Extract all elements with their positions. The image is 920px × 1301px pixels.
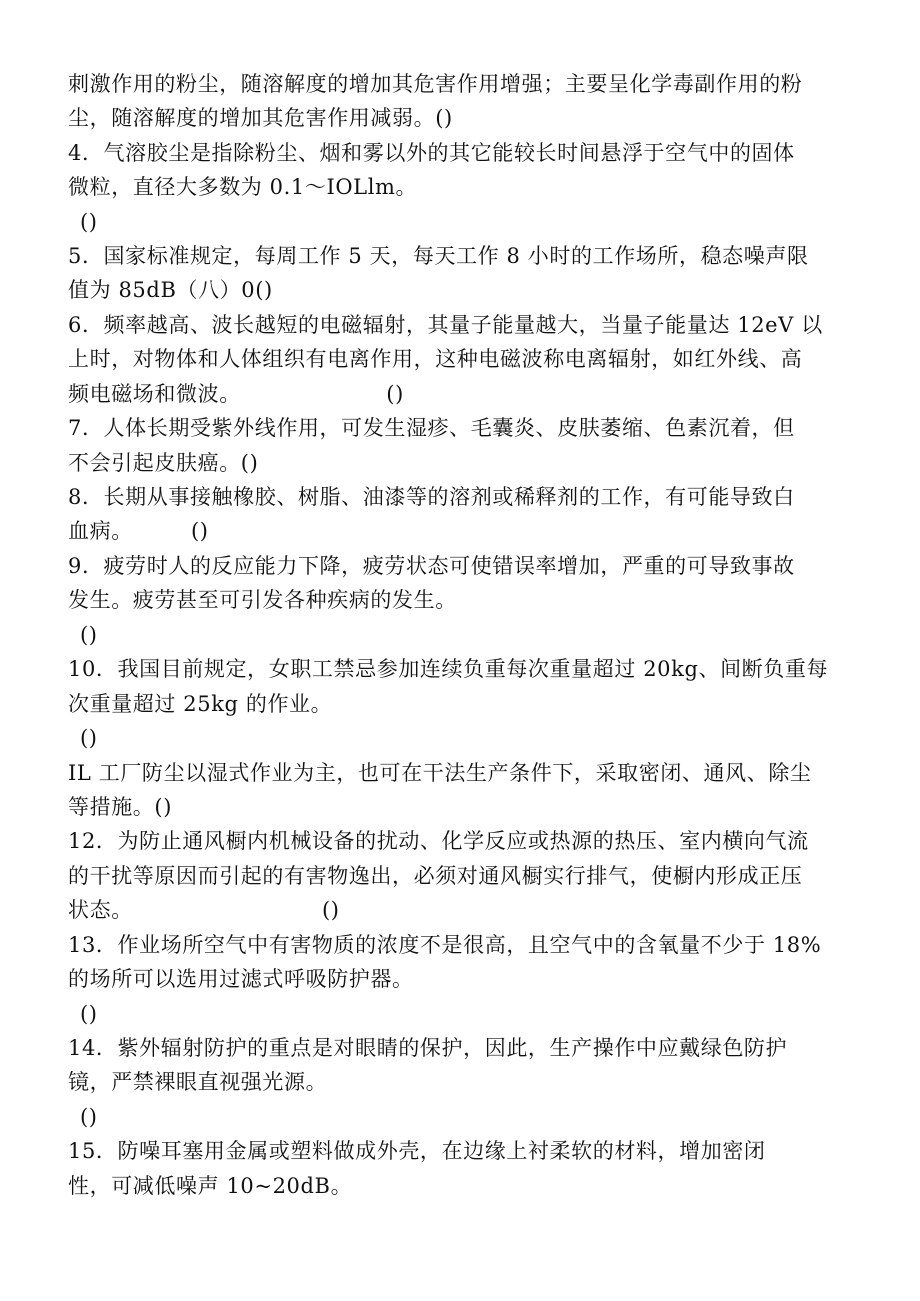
answer-blank: () (80, 1002, 98, 1026)
text-line: 发生。疲劳甚至可引发各种疾病的发生。 (68, 588, 457, 612)
text-line: 性，可减低噪声 10~20dB。 (68, 1174, 353, 1198)
text-line: 12．为防止通风橱内机械设备的扰动、化学反应或热源的热压、室内横向气流 (68, 829, 809, 853)
text-line: 14．紫外辐射防护的重点是对眼睛的保护，因此，生产操作中应戴绿色防护 (68, 1036, 788, 1060)
text-line: 等措施。() (68, 795, 172, 819)
text-line: 状态。 () (68, 898, 340, 922)
text-line: 值为 85dB（八）0() (68, 278, 273, 302)
text-line: IL 工厂防尘以湿式作业为主，也可在干法生产条件下，采取密闭、通风、除尘 (68, 761, 812, 785)
text-line: 上时，对物体和人体组织有电离作用，这种电磁波称电离辐射，如红外线、高 (68, 347, 803, 371)
text-line: 微粒，直径大多数为 0.1～IOLlm。 (68, 175, 418, 199)
text-line: 15．防噪耳塞用金属或塑料做成外壳，在边缘上衬柔软的材料，增加密闭 (68, 1139, 766, 1163)
text-line: 7．人体长期受紫外线作用，可发生湿疹、毛囊炎、皮肤萎缩、色素沉着，但 (68, 416, 795, 440)
text-line: 尘，随溶解度的增加其危害作用减弱。() (68, 106, 453, 130)
text-line: 镜，严禁裸眼直视强光源。 (68, 1070, 328, 1094)
text-line: 刺激作用的粉尘，随溶解度的增加其危害作用增强；主要呈化学毒副作用的粉 (68, 72, 803, 96)
text-line: 4．气溶胶尘是指除粉尘、烟和雾以外的其它能较长时间悬浮于空气中的固体 (68, 141, 795, 165)
answer-blank: () (80, 726, 98, 750)
text-line: 的场所可以选用过滤式呼吸防护器。 (68, 967, 414, 991)
text-line: 13．作业场所空气中有害物质的浓度不是很高，且空气中的含氧量不少于 18% (68, 933, 822, 957)
text-line: 8．长期从事接触橡胶、树脂、油漆等的溶剂或稀释剂的工作，有可能导致白 (68, 485, 795, 509)
text-line: 10．我国目前规定，女职工禁忌参加连续负重每次重量超过 20kg、间断负重每 (68, 657, 829, 681)
text-line: 的干扰等原因而引起的有害物逸出，必须对通风橱实行排气，使橱内形成正压 (68, 864, 803, 888)
text-line: 次重量超过 25kg 的作业。 (68, 692, 333, 716)
text-line: 不会引起皮肤癌。() (68, 451, 259, 475)
text-line: 血病。 () (68, 519, 209, 543)
answer-blank: () (80, 1105, 98, 1129)
text-line: 频电磁场和微波。 () (68, 382, 404, 406)
answer-blank: () (80, 623, 98, 647)
answer-blank: () (80, 210, 98, 234)
text-line: 5．国家标准规定，每周工作 5 天，每天工作 8 小时的工作场所，稳态噪声限 (68, 244, 809, 268)
text-line: 6．频率越高、波长越短的电磁辐射，其量子能量越大，当量子能量达 12eV 以 (68, 313, 823, 337)
text-line: 9．疲劳时人的反应能力下降，疲劳状态可使错误率增加，严重的可导致事故 (68, 554, 795, 578)
